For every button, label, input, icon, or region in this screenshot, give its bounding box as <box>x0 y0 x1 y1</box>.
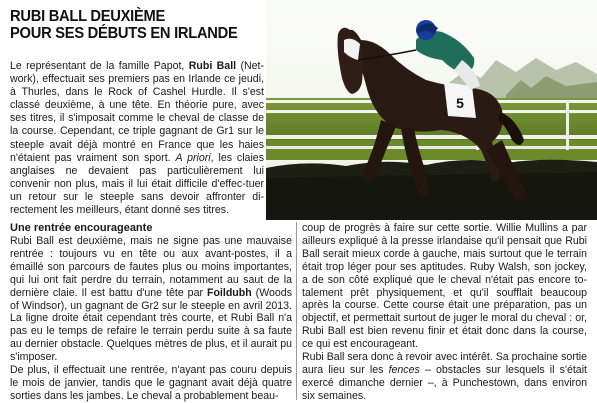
lead-paragraph <box>10 60 264 217</box>
steeplechase-horse-image <box>266 0 597 220</box>
lead-italic: A priori <box>175 151 211 164</box>
lead-text: , les claies anglaises ne devaient pas particulièrement lui convenir non plus, mais il lui était difficile d'effec-tuer un retour sur le steeple sans devoir affronter di-rectement les meilleurs, étant donné ses titres. <box>10 151 264 217</box>
horse-name: Rubi Ball <box>188 60 237 72</box>
body-text: (Woods of Windsor), un gagnant de Gr2 sur le steeple en avril 2013. La ligne droite était cependant très courte, et Rubi Ball n'a pas eu le temps de refaire le terrain perdu suite à sa faute au dernier obstacle. Quelques mètres de plus, et il aurait pu s'imposer. <box>10 286 292 364</box>
body-text: Rubi Ball sera donc à revoir avec intérêt. Sa prochaine sortie aura lieu sur les <box>302 351 588 376</box>
section-subhead: Une rentrée encourageante <box>10 222 153 234</box>
saddle-number: 5 <box>456 95 464 111</box>
body-text: Rubi Ball est deuxième, mais ne signe pas une mauvaise rentrée : toujours vu en tête ou aux avant-postes, il a émaillé son parcours de fautes plus ou moins importantes, qui lui ont fait perdre du terrain, notamment au saut de la dernière claie. Il est battu d'une tête par <box>10 235 292 299</box>
body-text: – obstacles sur lesquels il s'était exercé dimanche dernier –, à Punchestown, dans environ six semaines. <box>302 363 587 402</box>
body-paragraph: coup de progrès à faire sur cette sortie. Willie Mullins a par ailleurs expliqué à la presse irlandaise qu'il pensait que Rubi Ball serait mieux corde à gauche, mais surtout que le terrain était trop léger pour ses aptitudes. Ruby Walsh, son jockey, a de son côté expliqué que le cheval n'était pas encore to-talement prêt physiquement, et qu'il soufflait beaucoup après la course. Cette course était une préparation, pas un objectif, et permettait surtout de juger le moral du cheval : or, Rubi Ball est bien revenu finir et était donc dans la course, ce qui est encourageant. <box>302 222 587 351</box>
article-headline <box>10 8 258 42</box>
body-paragraph: De plus, il effectuait une rentrée, n'ayant pas couru depuis le mois de janvier, tandis que le gagnant avait déjà quatre sorties dans les jambes. Le cheval a probablement beau- <box>10 364 292 402</box>
headline-line-2: POUR SES DÉBUTS EN IRLANDE <box>10 25 238 42</box>
lead-text: Le représentant de la famille Papot, <box>10 60 189 72</box>
body-column-1 <box>10 235 292 403</box>
body-paragraph <box>10 235 292 364</box>
race-photo <box>266 0 597 220</box>
winner-name: Foildubh <box>206 286 252 299</box>
headline-line-1: RUBI BALL DEUXIÈME <box>10 8 166 25</box>
body-paragraph <box>302 351 587 403</box>
body-italic: fences <box>388 363 420 376</box>
column-divider <box>296 222 297 400</box>
body-column-2 <box>302 222 587 403</box>
lead-text: (Net-work), effectuait ses premiers pas en Irlande ce jeudi, à Thurles, dans le Rock of Cashel Hurdle. Il s'est classé deuxième, à une tête. En théorie pure, avec ses titres, il s'imposait comme le cheval de classe de la course. Cependant, ce triple gagnant de Gr1 sur le steeple avait déjà montré en France que les haies n'étaient pas vraiment son sport. <box>10 60 265 164</box>
